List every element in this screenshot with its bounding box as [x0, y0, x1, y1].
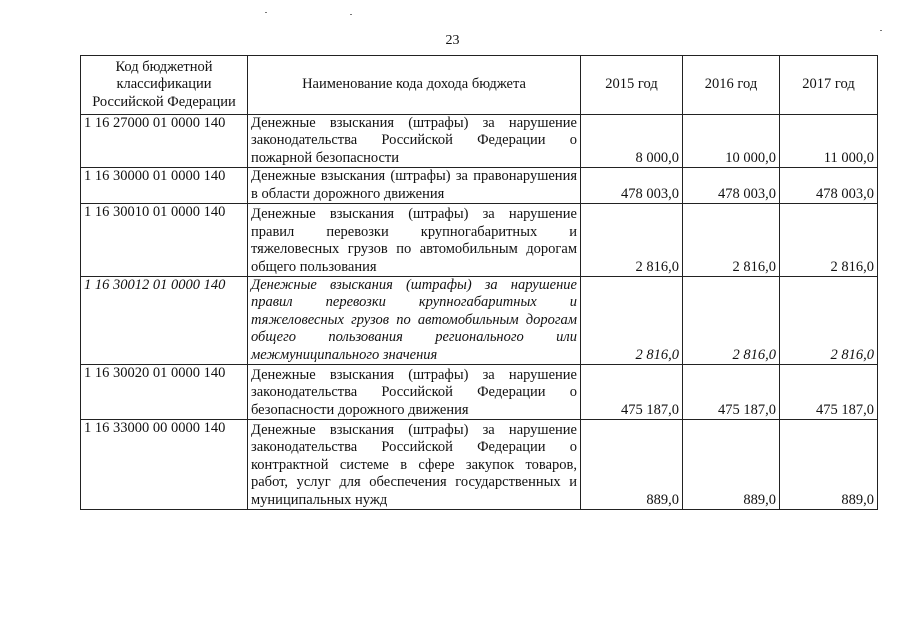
scan-speck [265, 12, 267, 13]
row-code: 1 16 30012 01 0000 140 [81, 277, 248, 365]
row-2016: 889,0 [683, 420, 780, 510]
row-2016: 2 816,0 [683, 277, 780, 365]
row-2015: 478 003,0 [581, 168, 683, 204]
row-code: 1 16 33000 00 0000 140 [81, 420, 248, 510]
header-2016: 2016 год [683, 56, 780, 115]
row-2017: 2 816,0 [780, 204, 878, 277]
row-2017: 475 187,0 [780, 365, 878, 420]
table-row [81, 168, 878, 204]
table-header-row [81, 56, 878, 115]
row-name: Денежные взыскания (штрафы) за нарушение законодательства Российской Федерации о пожарной безопасности [248, 115, 581, 168]
table-row [81, 365, 878, 420]
row-2016: 2 816,0 [683, 204, 780, 277]
table-row [81, 204, 878, 277]
row-2016: 475 187,0 [683, 365, 780, 420]
row-name: Денежные взыскания (штрафы) за нарушение правил перевозки крупногабаритных и тяжеловесных грузов по автомобильным дорогам общего пользования регионального или межмуниципального значения [248, 277, 581, 365]
row-name: Денежные взыскания (штрафы) за правонарушения в области дорожного движения [248, 168, 581, 204]
header-2015: 2015 год [581, 56, 683, 115]
row-name: Денежные взыскания (штрафы) за нарушение законодательства Российской Федерации о безопасности дорожного движения [248, 365, 581, 420]
scan-speck [350, 14, 352, 15]
header-2017: 2017 год [780, 56, 878, 115]
row-code: 1 16 30020 01 0000 140 [81, 365, 248, 420]
page-number: 23 [445, 33, 460, 48]
row-2016: 478 003,0 [683, 168, 780, 204]
row-code: 1 16 30010 01 0000 140 [81, 204, 248, 277]
row-2016: 10 000,0 [683, 115, 780, 168]
row-code: 1 16 30000 01 0000 140 [81, 168, 248, 204]
budget-revenue-table [80, 55, 878, 510]
row-2015: 889,0 [581, 420, 683, 510]
row-2017: 11 000,0 [780, 115, 878, 168]
row-2017: 478 003,0 [780, 168, 878, 204]
table-row [81, 420, 878, 510]
scan-speck [880, 30, 882, 31]
row-2015: 2 816,0 [581, 277, 683, 365]
table-row [81, 277, 878, 365]
row-2015: 8 000,0 [581, 115, 683, 168]
header-code: Код бюджетной классификации Российской Федерации [81, 56, 248, 115]
header-name: Наименование кода дохода бюджета [248, 56, 581, 115]
row-code: 1 16 27000 01 0000 140 [81, 115, 248, 168]
row-2015: 2 816,0 [581, 204, 683, 277]
row-2017: 2 816,0 [780, 277, 878, 365]
table-row [81, 115, 878, 168]
row-name: Денежные взыскания (штрафы) за нарушение законодательства Российской Федерации о контрактной системе в сфере закупок товаров, работ, услуг для обеспечения государственных и муниципальных нужд [248, 420, 581, 510]
row-2015: 475 187,0 [581, 365, 683, 420]
row-name: Денежные взыскания (штрафы) за нарушение правил перевозки крупногабаритных и тяжеловесных грузов по автомобильным дорогам общего пользования [248, 204, 581, 277]
row-2017: 889,0 [780, 420, 878, 510]
